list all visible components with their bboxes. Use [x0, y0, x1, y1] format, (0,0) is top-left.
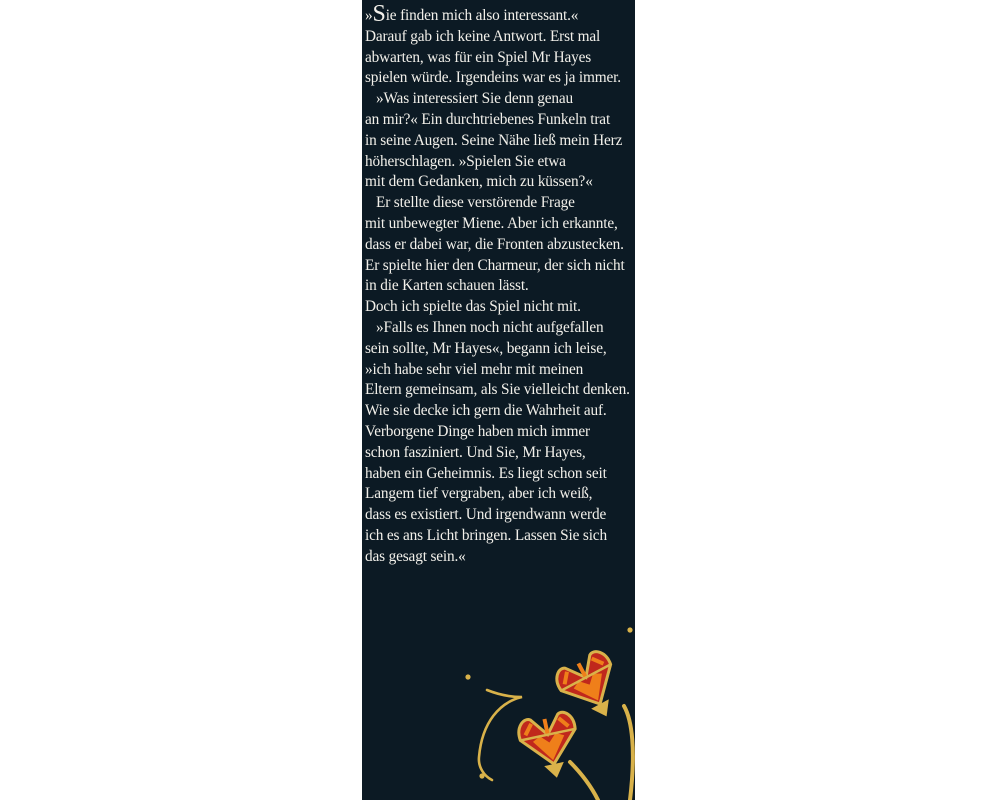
text-line: schon fasziniert. Und Sie, Mr Hayes,	[365, 443, 586, 461]
text-line: Doch ich spielte das Spiel nicht mit.	[365, 298, 581, 316]
text-line: Er spielte hier den Charmeur, der sich nicht	[365, 256, 625, 274]
text-line: Verborgene Dinge haben mich immer	[365, 422, 590, 440]
first-line-text: ie finden mich also interessant.«	[385, 7, 579, 24]
text-line: mit unbewegter Miene. Aber ich erkannte,	[365, 214, 618, 232]
text-line: Wie sie decke ich gern die Wahrheit auf.	[365, 402, 607, 420]
text-line: spielen würde. Irgendeins war es ja immer.	[365, 69, 621, 87]
text-line: höherschlagen. »Spielen Sie etwa	[365, 152, 566, 170]
text-line: Darauf gab ich keine Antwort. Erst mal	[365, 27, 601, 45]
text-line: dass es existiert. Und irgendwann werde	[365, 506, 607, 524]
text-line: in die Karten schauen lässt.	[365, 277, 529, 295]
text-line: dass er dabei war, die Fronten abzustecken.	[365, 235, 624, 253]
text-line: haben ein Geheimnis. Es liegt schon seit	[365, 464, 607, 482]
text-line: »ich habe sehr viel mehr mit meinen	[365, 360, 584, 378]
dot-icon	[479, 773, 484, 778]
text-line: Er stellte diese verstörende Frage	[376, 194, 575, 212]
stem-icon	[570, 762, 598, 800]
text-line: in seine Augen. Seine Nähe ließ mein Herz	[365, 131, 623, 149]
text-line: ich es ans Licht bringen. Lassen Sie sich	[365, 526, 607, 544]
text-line: »Falls es Ihnen noch nicht aufgefallen	[376, 318, 604, 336]
drop-cap: S	[372, 1, 386, 27]
text-line: Eltern gemeinsam, als Sie vielleicht denken.	[365, 381, 630, 399]
text-line: Langem tief vergraben, aber ich weiß,	[365, 485, 593, 503]
dot-icon	[627, 627, 632, 632]
stem-icon	[624, 706, 633, 800]
lotus-flower-icon	[516, 710, 584, 783]
tendril-icon	[479, 690, 522, 780]
text-line: mit dem Gedanken, mich zu küssen?«	[365, 173, 593, 191]
dot-icon	[465, 674, 470, 679]
book-page	[362, 0, 635, 800]
opening-quote: »	[365, 7, 373, 24]
text-line: »Was interessiert Sie denn genau	[376, 90, 574, 108]
text-line: das gesagt sein.«	[365, 547, 466, 565]
text-line: sein sollte, Mr Hayes«, begann ich leise,	[365, 339, 607, 357]
text-line: abwarten, was für ein Spiel Mr Hayes	[365, 48, 592, 66]
lotus-flowers-icon	[362, 0, 635, 800]
text-line: an mir?« Ein durchtriebenes Funkeln trat	[365, 110, 611, 128]
